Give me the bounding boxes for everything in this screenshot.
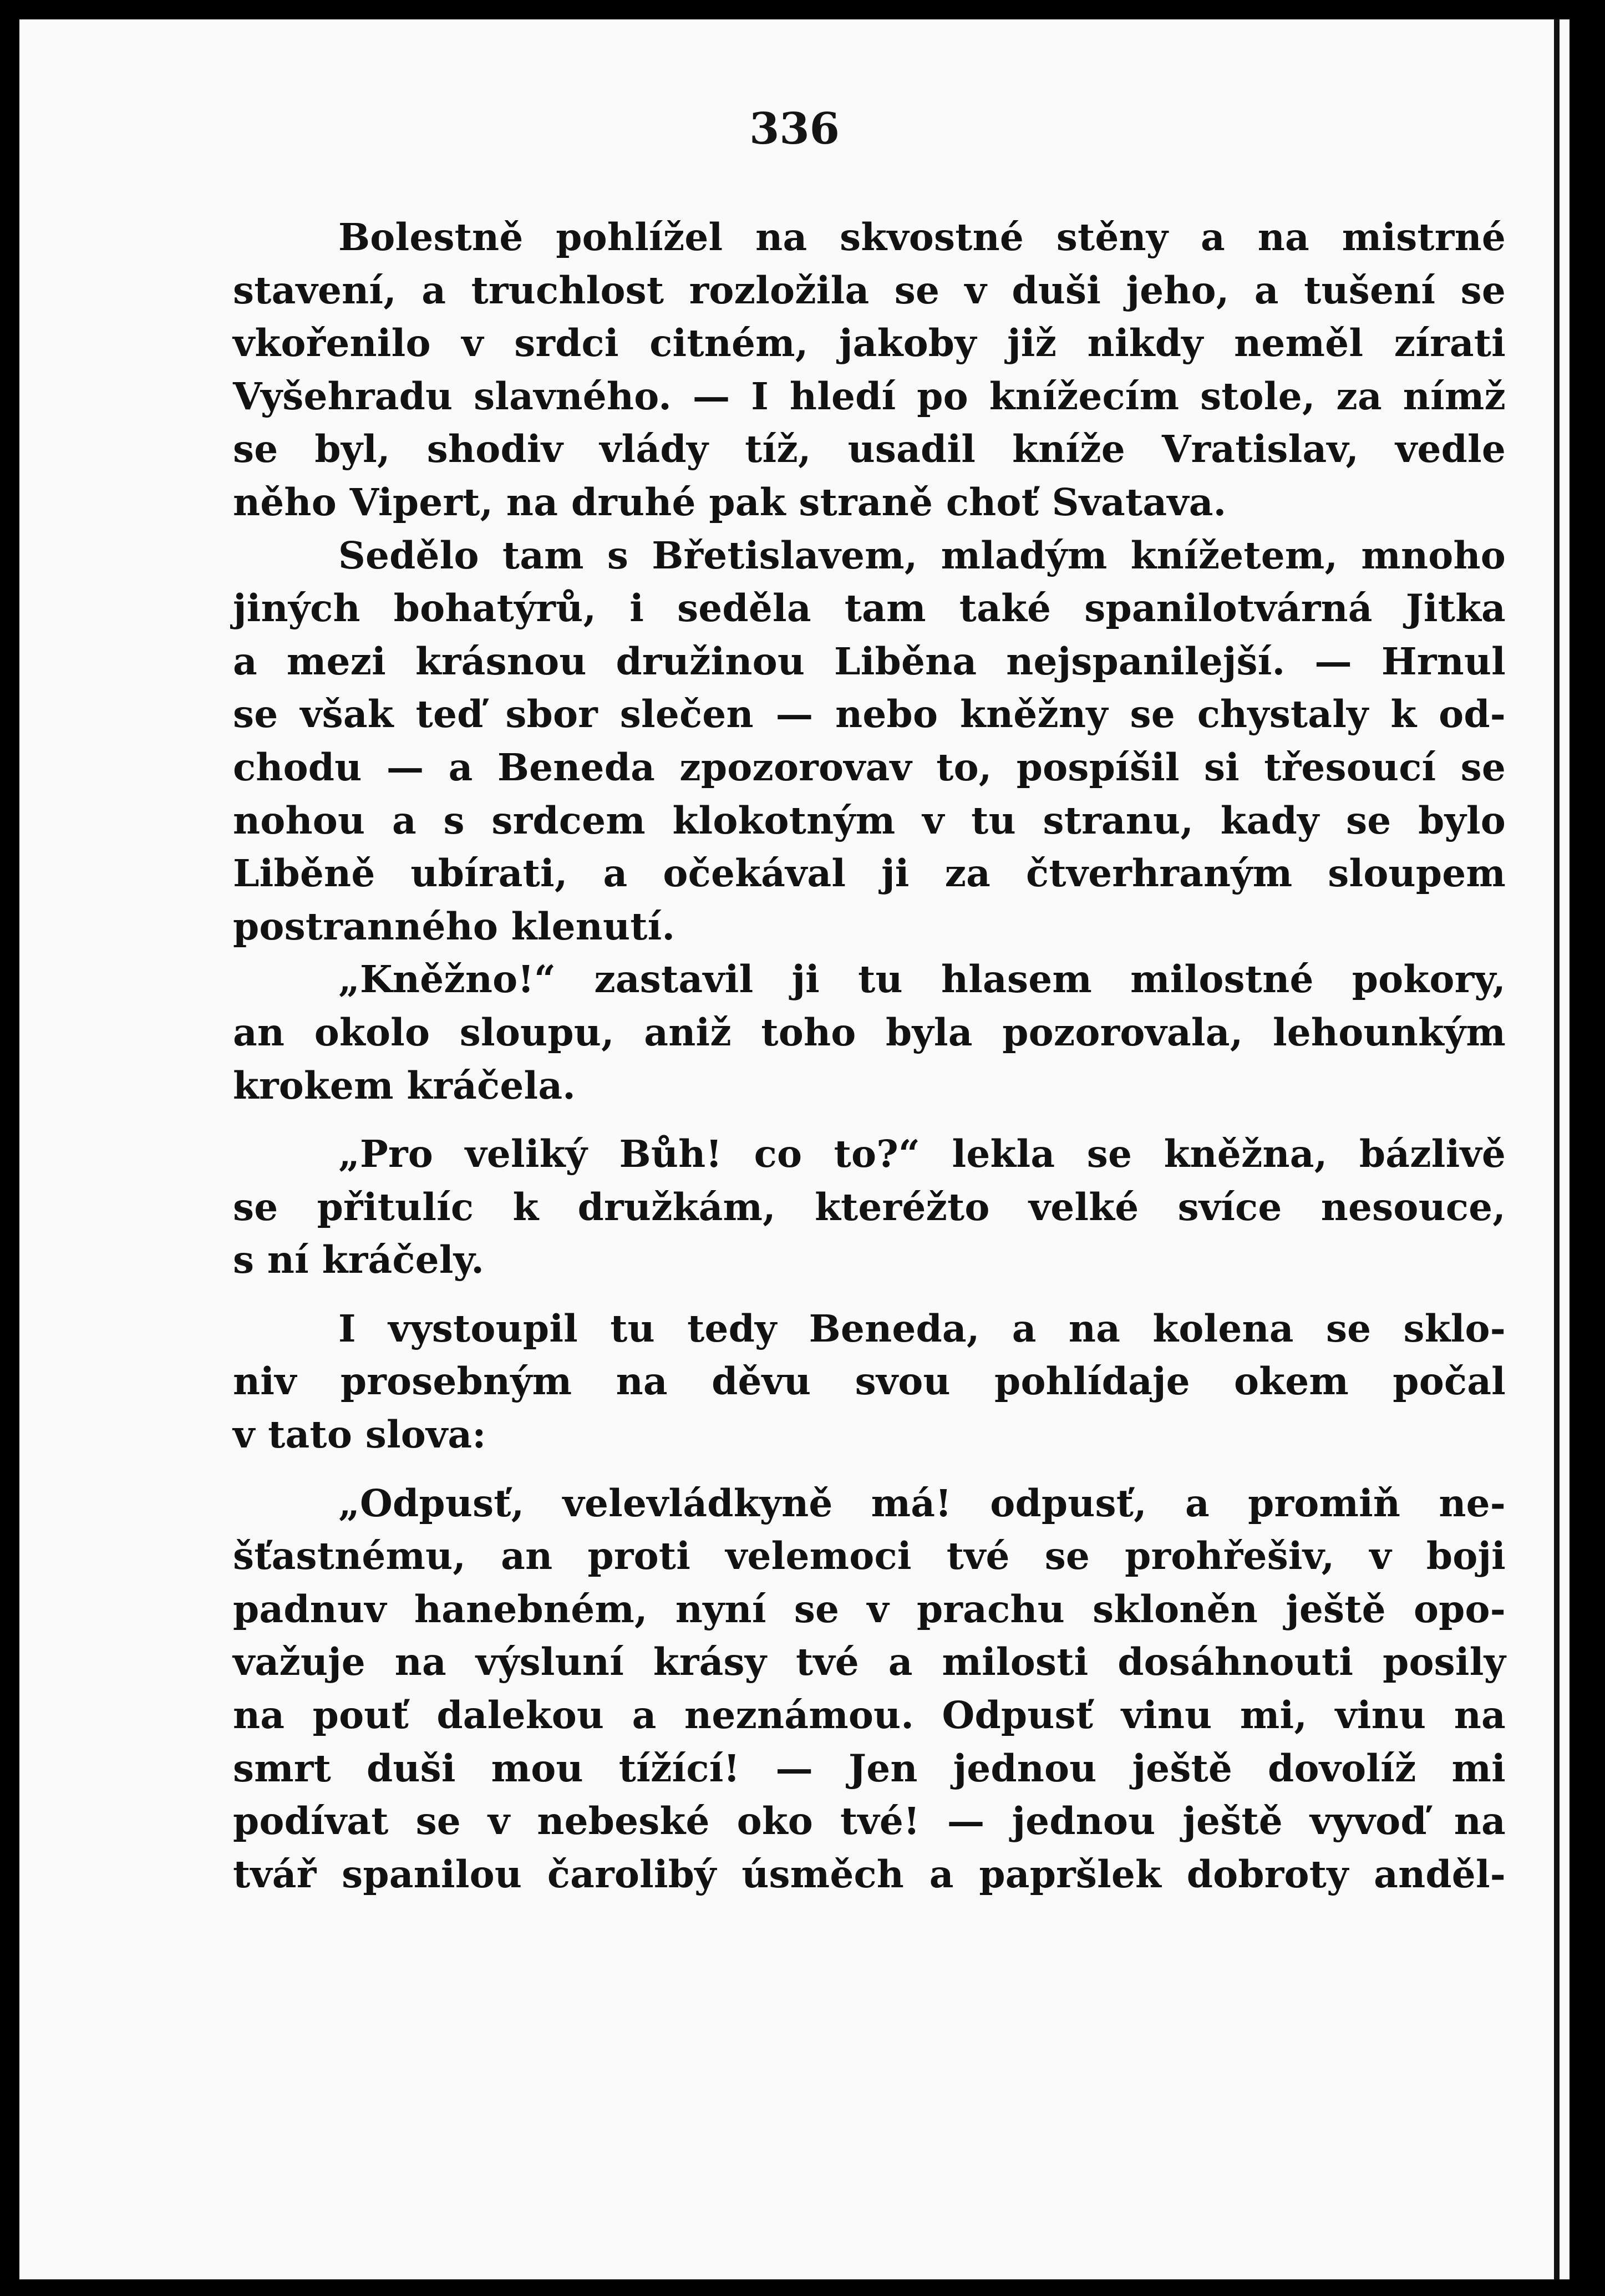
text-line: „Pro veliký Bůh! co to?“ lekla se kněžna, bázlivě [338,1132,1506,1176]
text-line: važuje na výsluní krásy tvé a milosti dosáhnouti posily [233,1640,1506,1684]
text-line: stavení, a truchlost rozložila se v duši jeho, a tušení se [233,268,1506,312]
text-line: na pouť dalekou a neznámou. Odpusť vinu mi, vinu na [233,1693,1506,1738]
paragraph-2 [233,529,1506,953]
text-line: Vyšehradu slavného. — I hledí po knížecím stole, za nímž [233,374,1506,418]
text-line: niv prosebným na děvu svou pohlídaje okem počal [233,1359,1506,1404]
text-line: tvář spanilou čarolibý úsměch a papršlek dobroty anděl- [233,1852,1506,1896]
text-line: krokem kráčela. [233,1063,576,1108]
paragraph-gap [233,1112,1506,1127]
page-edge-rule [1554,19,1560,2279]
text-line: chodu — a Beneda zpozorovav to, pospíšil si třesoucí se [233,745,1506,789]
paragraph-3 [233,953,1506,1112]
text-line: a mezi krásnou družinou Liběna nejspanilejší. — Hrnul [233,639,1506,683]
text-line: Sedělo tam s Břetislavem, mladým knížetem, mnoho [338,533,1506,577]
text-line: něho Vipert, na druhé pak straně choť Svatava. [233,480,1227,524]
paragraph-gap [233,1461,1506,1477]
text-line: se však teď sbor slečen — nebo kněžny se chystaly k od- [233,692,1506,736]
text-line: podívat se v nebeské oko tvé! — jednou ještě vyvoď na [233,1799,1506,1843]
text-line: Bolestně pohlížel na skvostné stěny a na mistrné [338,215,1506,259]
text-line: an okolo sloupu, aniž toho byla pozorovala, lehounkým [233,1010,1506,1054]
page-number: 336 [749,104,840,154]
book-page [19,19,1570,2279]
body-text [233,211,1506,1901]
text-line: I vystoupil tu tedy Beneda, a na kolena se sklo- [338,1306,1506,1350]
text-line: nohou a s srdcem klokotným v tu stranu, kady se bylo [233,798,1506,842]
paragraph-4 [233,1127,1506,1287]
text-line: smrt duši mou tížící! — Jen jednou ještě dovolíž mi [233,1746,1506,1790]
text-line: se přitulíc k družkám, kteréžto velké svíce nesouce, [233,1185,1506,1229]
text-line: šťastnému, an proti velemoci tvé se prohřešiv, v boji [233,1534,1506,1578]
paragraph-6 [233,1477,1506,1901]
text-line: se byl, shodiv vlády tíž, usadil kníže Vratislav, vedle [233,427,1506,471]
paragraph-1 [233,211,1506,529]
text-line: Liběně ubírati, a očekával ji za čtverhraným sloupem [233,851,1506,896]
text-line: „Odpusť, velevládkyně má! odpusť, a promiň ne- [338,1481,1506,1525]
text-line: s ní kráčely. [233,1238,485,1282]
paragraph-5 [233,1302,1506,1461]
text-line: v tato slova: [233,1413,486,1457]
paragraph-gap [233,1287,1506,1302]
text-line: padnuv hanebném, nyní se v prachu skloněn ještě opo- [233,1587,1506,1631]
text-line: jiných bohatýrů, i seděla tam také spanilotvárná Jitka [233,586,1506,631]
text-line: „Kněžno!“ zastavil ji tu hlasem milostné pokory, [338,957,1506,1002]
text-line: vkořenilo v srdci citném, jakoby již nikdy neměl zírati [233,321,1506,365]
text-line: postranného klenutí. [233,904,675,948]
